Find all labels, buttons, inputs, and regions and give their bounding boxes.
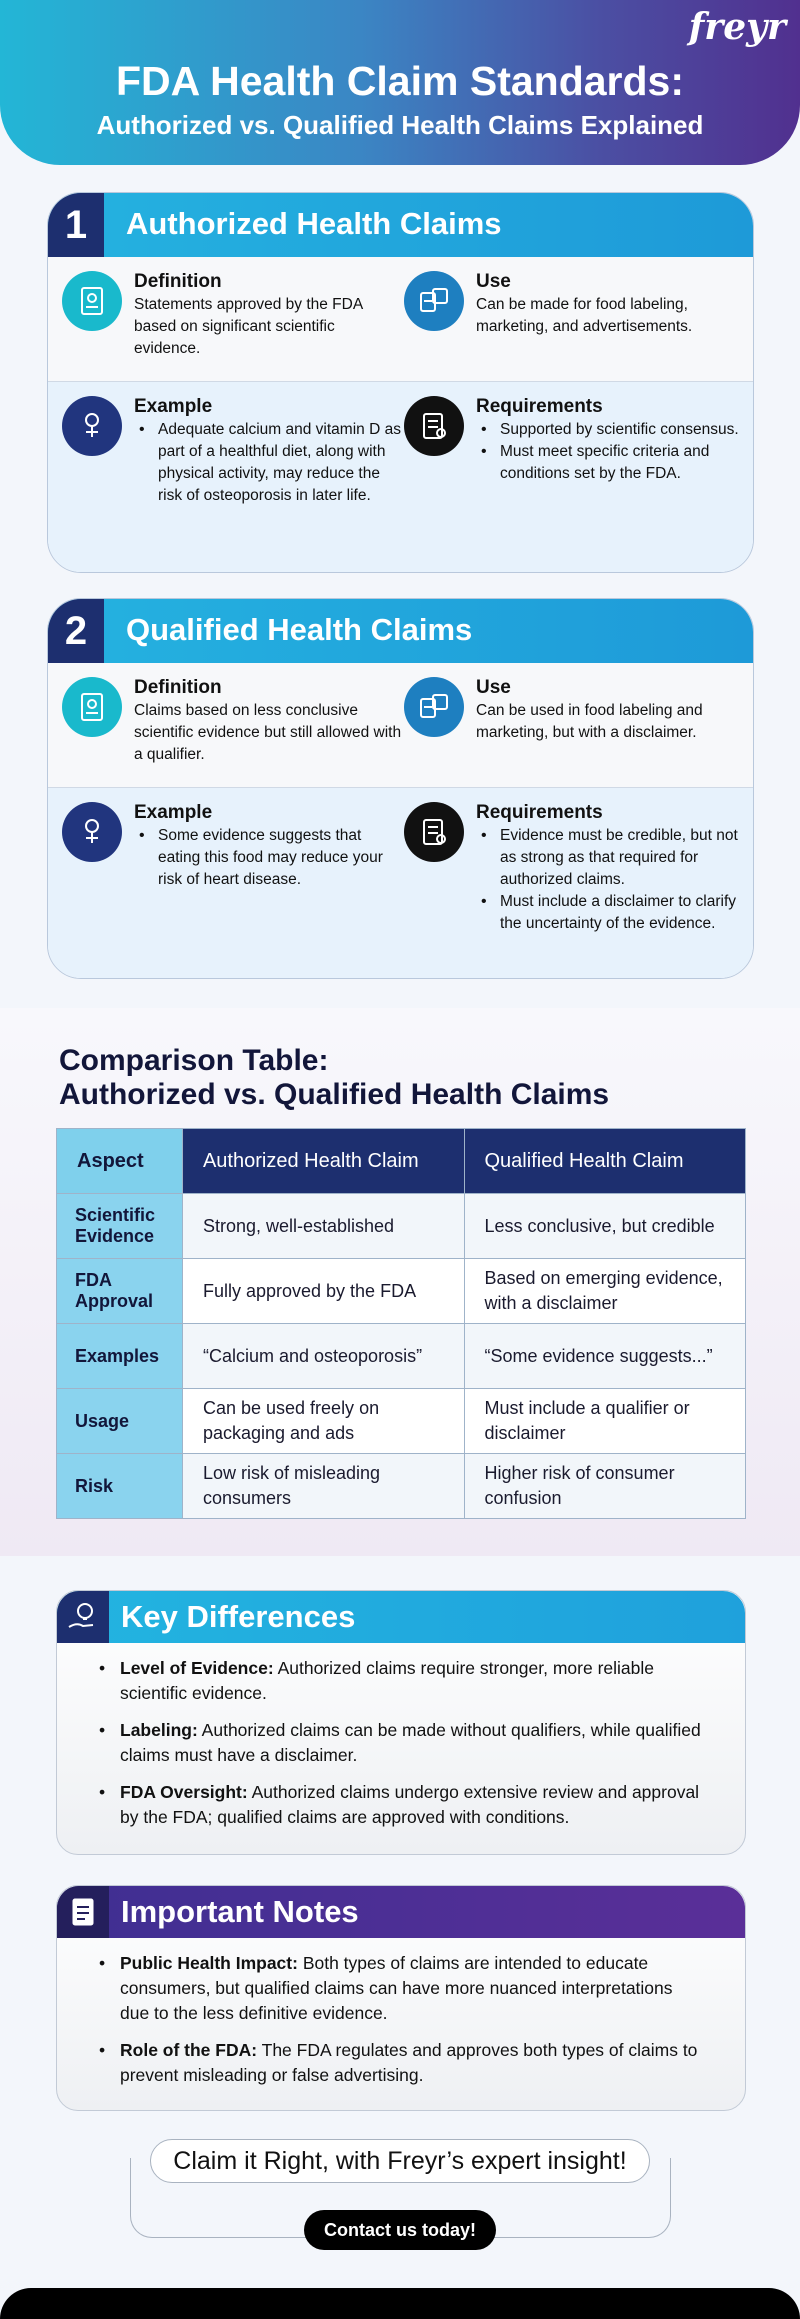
item-label: Role of the FDA:: [120, 2040, 258, 2060]
requirement-item: • Supported by scientific consensus.: [476, 419, 744, 441]
row-qualified: Higher risk of consumer confusion: [464, 1454, 746, 1519]
important-notes-list: [95, 1951, 705, 2100]
cta-tagline: Claim it Right, with Freyr’s expert insight!: [150, 2139, 650, 2183]
key-differences-list: [95, 1656, 705, 1842]
table-row: [57, 1194, 746, 1259]
row-authorized: “Calcium and osteoporosis”: [182, 1324, 464, 1389]
item-text: The FDA regulates and approves both types of claims to prevent misleading or false advertising.: [120, 2040, 698, 2085]
authorized-claims-card: [47, 192, 754, 573]
example-heading: Example: [134, 802, 213, 823]
item-text: Authorized claims undergo extensive review and approval by the FDA; qualified claims are approved with conditions.: [120, 1782, 700, 1827]
contact-us-button[interactable]: Contact us today!: [304, 2210, 496, 2250]
list-item: [95, 1951, 705, 2026]
document-icon: [62, 677, 122, 737]
section-number: 1: [48, 193, 104, 257]
item-text: Authorized claims require stronger, more reliable scientific evidence.: [120, 1658, 654, 1703]
molecule-icon: [62, 802, 122, 862]
comparison-title-line2: Authorized vs. Qualified Health Claims: [59, 1078, 610, 1111]
label-icon: [404, 271, 464, 331]
section-header: [48, 599, 753, 663]
checklist-icon: [404, 396, 464, 456]
definition-use-row: [48, 663, 753, 788]
footer-bar: [0, 2288, 800, 2319]
page-subtitle: Authorized vs. Qualified Health Claims Explained: [96, 110, 704, 140]
list-item: [95, 1780, 705, 1830]
list-item: [95, 1718, 705, 1768]
row-aspect: Scientific Evidence: [57, 1194, 183, 1259]
example-requirements-row: [48, 788, 753, 979]
definition-heading: Definition: [134, 271, 222, 292]
requirements-heading: Requirements: [476, 802, 603, 823]
header-aspect: Aspect: [57, 1129, 183, 1194]
key-differences-box: [56, 1590, 746, 1855]
table-row: [57, 1454, 746, 1519]
row-aspect: FDA Approval: [57, 1259, 183, 1324]
freyr-logo[interactable]: freyr: [688, 6, 786, 48]
qualified-claims-card: [47, 598, 754, 979]
checklist-icon: [404, 802, 464, 862]
comparison-table: [56, 1128, 746, 1519]
requirement-item: • Must include a disclaimer to clarify the uncertainty of the evidence.: [476, 891, 744, 935]
use-heading: Use: [476, 677, 511, 698]
table-header-row: [57, 1129, 746, 1194]
row-aspect: Risk: [57, 1454, 183, 1519]
table-row: [57, 1324, 746, 1389]
requirements-heading: Requirements: [476, 396, 603, 417]
item-text: Authorized claims can be made without qualifiers, while qualified claims must have a disclaimer.: [120, 1720, 701, 1765]
item-label: Level of Evidence:: [120, 1658, 274, 1678]
page-title: FDA Health Claim Standards:: [115, 58, 684, 104]
definition-use-row: [48, 257, 753, 382]
header-qualified: Qualified Health Claim: [464, 1129, 746, 1194]
comparison-title-line1: Comparison Table:: [59, 1044, 329, 1077]
row-authorized: Fully approved by the FDA: [182, 1259, 464, 1324]
row-authorized: Strong, well-established: [182, 1194, 464, 1259]
definition-text: Claims based on less conclusive scientific evidence but still allowed with a qualifier.: [134, 702, 402, 763]
example-requirements-row: [48, 382, 753, 572]
lightbulb-hand-icon: [57, 1591, 109, 1643]
example-item: • Some evidence suggests that eating this food may reduce your risk of heart disease.: [134, 825, 402, 891]
row-qualified: Less conclusive, but credible: [464, 1194, 746, 1259]
item-label: Public Health Impact:: [120, 1953, 298, 1973]
row-qualified: “Some evidence suggests...”: [464, 1324, 746, 1389]
list-item: [95, 1656, 705, 1706]
section-header: [48, 193, 753, 257]
important-notes-title: Important Notes: [121, 1894, 359, 1929]
example-item: • Adequate calcium and vitamin D as part of a healthful diet, along with physical activity, may reduce the risk of osteoporosis in later life.: [134, 419, 402, 507]
row-authorized: Low risk of misleading consumers: [182, 1454, 464, 1519]
section-number: 2: [48, 599, 104, 663]
header-authorized: Authorized Health Claim: [182, 1129, 464, 1194]
comparison-title: [59, 1044, 609, 1112]
row-aspect: Usage: [57, 1389, 183, 1454]
section-title: Qualified Health Claims: [126, 612, 473, 647]
important-notes-box: [56, 1885, 746, 2111]
requirement-item: • Must meet specific criteria and conditions set by the FDA.: [476, 441, 744, 485]
row-qualified: Must include a qualifier or disclaimer: [464, 1389, 746, 1454]
row-authorized: Can be used freely on packaging and ads: [182, 1389, 464, 1454]
label-icon: [404, 677, 464, 737]
item-label: Labeling:: [120, 1720, 198, 1740]
item-label: FDA Oversight:: [120, 1782, 248, 1802]
section-title: Authorized Health Claims: [126, 206, 502, 241]
key-differences-title: Key Differences: [121, 1599, 356, 1634]
use-text: Can be made for food labeling, marketing, and advertisements.: [476, 296, 693, 335]
row-aspect: Examples: [57, 1324, 183, 1389]
requirement-item: • Evidence must be credible, but not as strong as that required for authorized claims.: [476, 825, 744, 891]
header-banner: [0, 0, 800, 165]
row-qualified: Based on emerging evidence, with a disclaimer: [464, 1259, 746, 1324]
example-heading: Example: [134, 396, 213, 417]
definition-text: Statements approved by the FDA based on significant scientific evidence.: [134, 296, 363, 357]
list-item: [95, 2038, 705, 2088]
use-heading: Use: [476, 271, 511, 292]
table-row: [57, 1259, 746, 1324]
table-row: [57, 1389, 746, 1454]
use-text: Can be used in food labeling and marketing, but with a disclaimer.: [476, 702, 703, 741]
notepad-icon: [57, 1886, 109, 1938]
item-text: Both types of claims are intended to educate consumers, but qualified claims can have more nuanced interpretations due to the less definitive evidence.: [120, 1953, 673, 2023]
definition-heading: Definition: [134, 677, 222, 698]
document-icon: [62, 271, 122, 331]
molecule-icon: [62, 396, 122, 456]
